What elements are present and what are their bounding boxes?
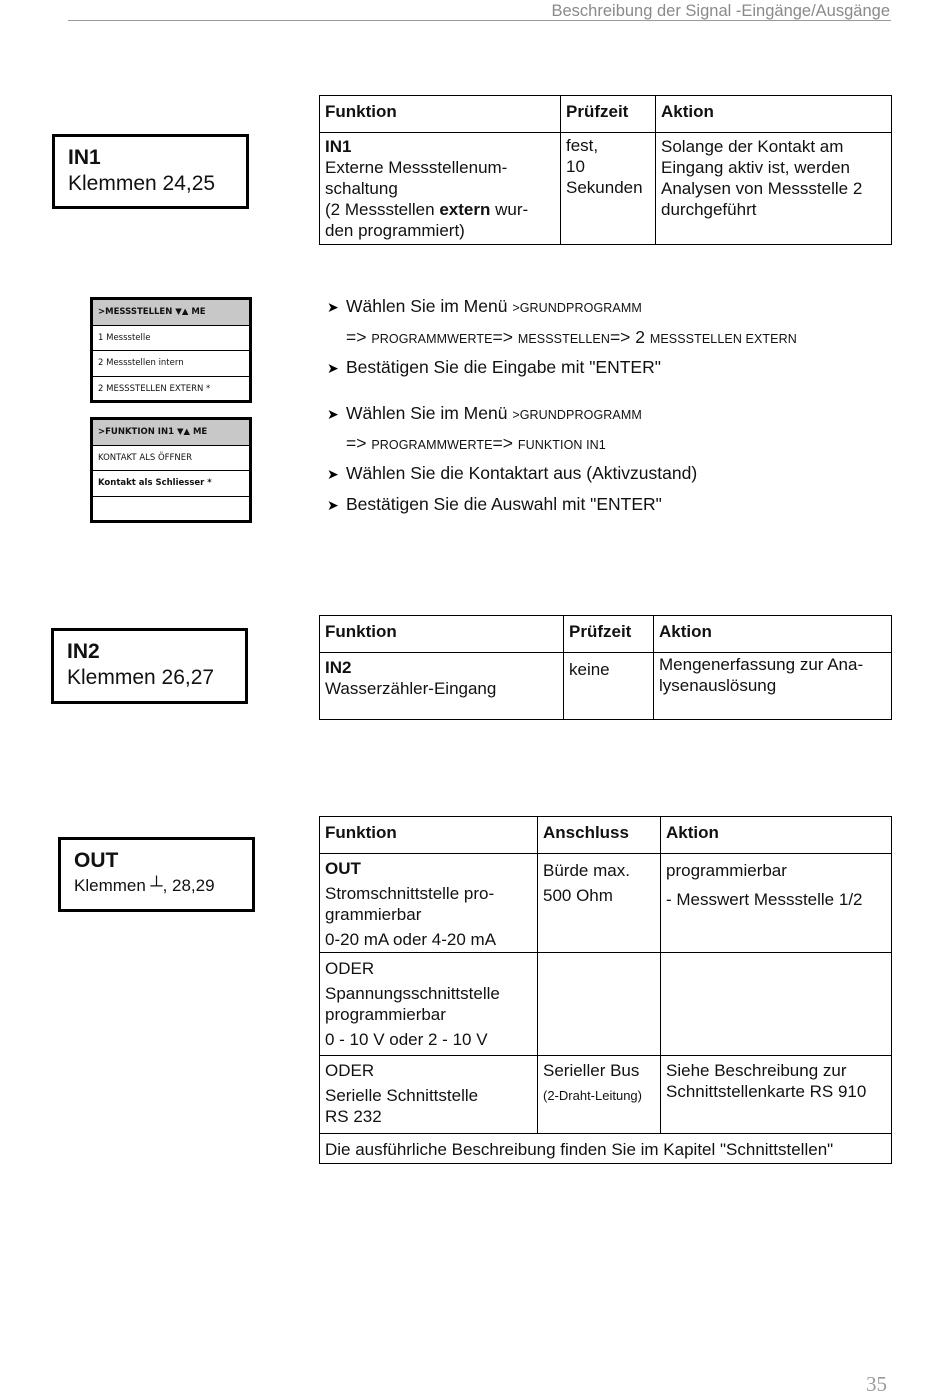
in1-function-line: den programmiert) (325, 221, 465, 240)
in1-box-title: IN1 (68, 146, 101, 169)
in2-box-terminals: Klemmen 26,27 (67, 666, 215, 689)
in1-function-line: (2 Messstellen extern wur- (325, 200, 529, 219)
out-footer-note: Die ausführliche Beschreibung finden Sie im Kapitel "Schnittstellen" (320, 1134, 892, 1164)
in1-box-terminals: Klemmen 24,25 (68, 172, 216, 195)
header-funktion: Funktion (320, 96, 561, 133)
out-funktion-cell: ODER Spannungsschnittstelle programmierbar 0 - 10 V oder 2 - 10 V (320, 953, 538, 1056)
lcd-menu-messstellen (90, 297, 252, 403)
step-item: ➤ Wählen Sie im Menü >GRUNDPROGRAMM (327, 296, 642, 316)
table-row (320, 953, 892, 1056)
out-funktion-cell: OUT Stromschnittstelle pro- grammierbar 0-20 mA oder 4-20 mA (320, 854, 538, 953)
header-rule (68, 20, 891, 21)
out-aktion-cell: Siehe Beschreibung zur Schnittstellenkarte RS 910 (661, 1056, 892, 1134)
arrow-bullet-icon: ➤ (327, 360, 339, 376)
out-anschluss-cell (538, 953, 661, 1056)
header-pruefzeit: Prüfzeit (564, 616, 654, 653)
lcd-row: >MESSSTELLEN ▼▲ ME (93, 300, 249, 326)
in1-pruefzeit-cell: fest, 10 Sekunden (561, 133, 656, 245)
in2-function-name: IN2 (325, 658, 352, 677)
lcd-row: 2 MESSSTELLEN EXTERN * (98, 383, 211, 394)
out-box-title: OUT (74, 849, 119, 872)
table-header-row (320, 817, 892, 854)
step-item: ➤ Bestätigen Sie die Auswahl mit "ENTER" (327, 494, 662, 514)
table-row (320, 854, 892, 953)
in1-function-name: IN1 (325, 137, 352, 156)
header-funktion: Funktion (320, 817, 538, 854)
step-item: ➤ Bestätigen Sie die Eingabe mit "ENTER" (327, 357, 661, 377)
out-function-name: OUT (325, 859, 361, 878)
lcd-row: KONTAKT ALS ÖFFNER (93, 446, 249, 472)
in2-table (319, 615, 892, 720)
out-box-terminals: Klemmen ┴, 28,29 (74, 876, 215, 895)
step-item: ➤ Wählen Sie die Kontaktart aus (Aktivzustand) (327, 463, 698, 483)
arrow-bullet-icon: ➤ (327, 466, 339, 482)
header-aktion: Aktion (661, 817, 892, 854)
in1-terminal-box (52, 134, 249, 209)
step-item: => PROGRAMMWERTE=> FUNKTION IN1 (346, 433, 606, 453)
header-anschluss: Anschluss (538, 817, 661, 854)
header-aktion: Aktion (656, 96, 892, 133)
lcd-menu-funktion-in1 (90, 417, 252, 523)
table-footer-row (320, 1134, 892, 1164)
out-aktion-cell (661, 953, 892, 1056)
table-row (320, 133, 892, 245)
arrow-bullet-icon: ➤ (327, 406, 339, 422)
arrow-bullet-icon: ➤ (327, 497, 339, 513)
in1-aktion-cell: Solange der Kontakt am Eingang aktiv ist, werden Analysen von Messstelle 2 durchgeführt (656, 133, 892, 245)
in1-table (319, 95, 892, 245)
in2-box-title: IN2 (67, 640, 100, 663)
lcd-row (93, 497, 249, 523)
lcd-row: 1 Messstelle (93, 326, 249, 352)
header-pruefzeit: Prüfzeit (561, 96, 656, 133)
header-aktion: Aktion (654, 616, 892, 653)
in2-pruefzeit-cell: keine (564, 653, 654, 720)
table-row (320, 653, 892, 720)
out-anschluss-cell: Bürde max. 500 Ohm (538, 854, 661, 953)
out-funktion-cell: ODER Serielle Schnittstelle RS 232 (320, 1056, 538, 1134)
out-terminal-box (58, 837, 255, 912)
step-item: ➤ Wählen Sie im Menü >GRUNDPROGRAMM (327, 403, 642, 423)
arrow-bullet-icon: ➤ (327, 299, 339, 315)
lcd-row: Kontakt als Schliesser * (93, 471, 249, 497)
table-header-row (320, 616, 892, 653)
running-header: Beschreibung der Signal -Eingänge/Ausgänge (551, 2, 890, 20)
out-anschluss-cell: Serieller Bus (2-Draht-Leitung) (538, 1056, 661, 1134)
in1-funktion-cell (320, 133, 561, 245)
out-aktion-cell: programmierbar - Messwert Messstelle 1/2 (661, 854, 892, 953)
step-item: => PROGRAMMWERTE=> MESSSTELLEN=> 2 MESSSTELLEN EXTERN (346, 327, 797, 347)
in2-aktion-cell: Mengenerfassung zur Ana- lysenauslösung (654, 653, 892, 720)
in1-function-line: Externe Messstellenum- (325, 158, 508, 177)
in2-funktion-cell (320, 653, 564, 720)
header-funktion: Funktion (320, 616, 564, 653)
in1-function-line: schaltung (325, 179, 398, 198)
page-number: 35 (866, 1372, 887, 1396)
lcd-row: 2 Messstellen intern (93, 351, 249, 377)
table-row (320, 1056, 892, 1134)
out-table (319, 816, 892, 1164)
in2-terminal-box (51, 628, 248, 704)
in2-function-line: Wasserzähler-Eingang (325, 679, 497, 698)
lcd-row: >FUNKTION IN1 ▼▲ ME (93, 420, 249, 446)
table-header-row (320, 96, 892, 133)
